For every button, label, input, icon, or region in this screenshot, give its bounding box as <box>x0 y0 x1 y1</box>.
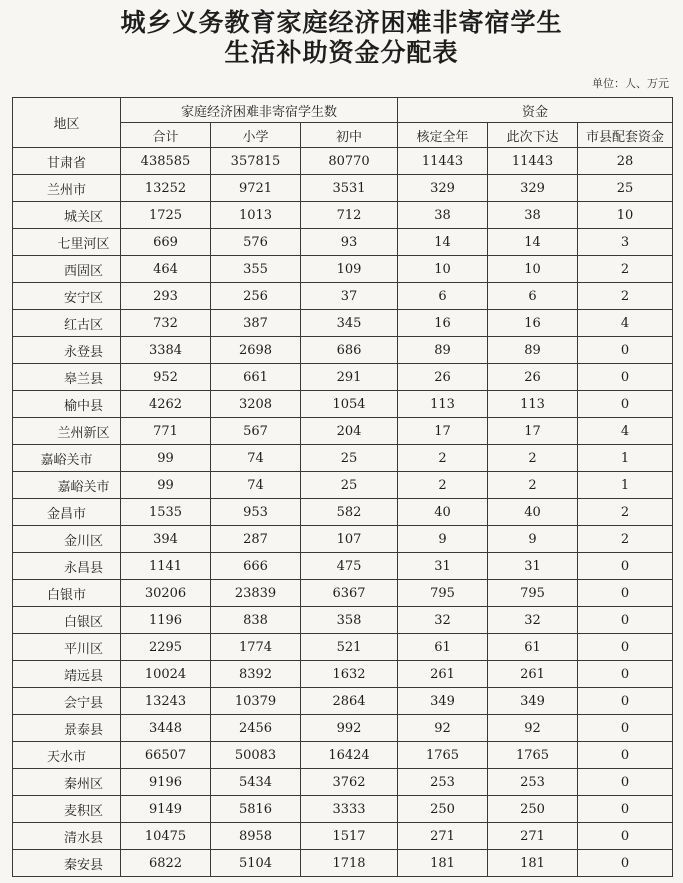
cell-matching: 0 <box>578 823 673 850</box>
table-row <box>13 418 673 445</box>
cell-matching: 3 <box>578 229 673 256</box>
cell-issued: 16 <box>488 310 578 337</box>
cell-approved: 92 <box>398 715 488 742</box>
cell-issued: 9 <box>488 526 578 553</box>
cell-matching: 1 <box>578 472 673 499</box>
cell-total: 4262 <box>121 391 211 418</box>
cell-issued: 10 <box>488 256 578 283</box>
cell-primary: 50083 <box>211 742 301 769</box>
cell-matching: 0 <box>578 607 673 634</box>
cell-primary: 74 <box>211 472 301 499</box>
cell-approved: 1765 <box>398 742 488 769</box>
cell-primary: 953 <box>211 499 301 526</box>
cell-region: 靖远县 <box>13 661 121 688</box>
cell-region: 西固区 <box>13 256 121 283</box>
cell-issued: 31 <box>488 553 578 580</box>
cell-issued: 250 <box>488 796 578 823</box>
cell-region: 嘉峪关市 <box>13 445 121 472</box>
cell-matching: 0 <box>578 553 673 580</box>
table-row <box>13 256 673 283</box>
cell-matching: 0 <box>578 769 673 796</box>
cell-approved: 14 <box>398 229 488 256</box>
cell-issued: 271 <box>488 823 578 850</box>
cell-approved: 40 <box>398 499 488 526</box>
cell-primary: 2698 <box>211 337 301 364</box>
table-row <box>13 634 673 661</box>
cell-approved: 61 <box>398 634 488 661</box>
cell-primary: 567 <box>211 418 301 445</box>
table-row <box>13 202 673 229</box>
cell-region: 白银区 <box>13 607 121 634</box>
cell-matching: 0 <box>578 634 673 661</box>
cell-matching: 25 <box>578 175 673 202</box>
cell-matching: 0 <box>578 688 673 715</box>
cell-matching: 0 <box>578 850 673 877</box>
table-row <box>13 688 673 715</box>
table-row <box>13 472 673 499</box>
cell-region: 兰州市 <box>13 175 121 202</box>
cell-issued: 2 <box>488 472 578 499</box>
table-row <box>13 850 673 877</box>
cell-total: 30206 <box>121 580 211 607</box>
cell-issued: 181 <box>488 850 578 877</box>
table-body <box>13 148 673 877</box>
cell-issued: 261 <box>488 661 578 688</box>
table-row <box>13 796 673 823</box>
table-row <box>13 310 673 337</box>
table-header <box>13 98 673 148</box>
table-row <box>13 175 673 202</box>
cell-matching: 4 <box>578 310 673 337</box>
table-row <box>13 148 673 175</box>
title-line-2: 生活补助资金分配表 <box>224 38 459 67</box>
table-row <box>13 391 673 418</box>
cell-middle: 475 <box>301 553 398 580</box>
cell-region: 甘肃省 <box>13 148 121 175</box>
cell-approved: 2 <box>398 472 488 499</box>
cell-region: 红古区 <box>13 310 121 337</box>
cell-middle: 358 <box>301 607 398 634</box>
cell-primary: 666 <box>211 553 301 580</box>
document-title <box>0 8 683 68</box>
unit-note: 单位：人、万元 <box>592 77 669 90</box>
cell-primary: 576 <box>211 229 301 256</box>
table-row <box>13 499 673 526</box>
cell-matching: 10 <box>578 202 673 229</box>
cell-primary: 10379 <box>211 688 301 715</box>
cell-approved: 329 <box>398 175 488 202</box>
cell-primary: 8392 <box>211 661 301 688</box>
cell-issued: 92 <box>488 715 578 742</box>
cell-approved: 31 <box>398 553 488 580</box>
cell-total: 1141 <box>121 553 211 580</box>
cell-issued: 1765 <box>488 742 578 769</box>
cell-total: 10475 <box>121 823 211 850</box>
cell-matching: 2 <box>578 283 673 310</box>
header-middle: 初中 <box>301 123 398 148</box>
cell-middle: 16424 <box>301 742 398 769</box>
table-row <box>13 364 673 391</box>
cell-middle: 25 <box>301 472 398 499</box>
cell-approved: 250 <box>398 796 488 823</box>
cell-approved: 6 <box>398 283 488 310</box>
cell-primary: 357815 <box>211 148 301 175</box>
cell-middle: 6367 <box>301 580 398 607</box>
cell-middle: 686 <box>301 337 398 364</box>
cell-primary: 387 <box>211 310 301 337</box>
cell-primary: 1013 <box>211 202 301 229</box>
cell-primary: 23839 <box>211 580 301 607</box>
header-matching: 市县配套资金 <box>578 123 673 148</box>
cell-total: 1725 <box>121 202 211 229</box>
table-row <box>13 742 673 769</box>
cell-approved: 349 <box>398 688 488 715</box>
cell-middle: 345 <box>301 310 398 337</box>
cell-issued: 795 <box>488 580 578 607</box>
cell-middle: 107 <box>301 526 398 553</box>
cell-approved: 795 <box>398 580 488 607</box>
cell-issued: 38 <box>488 202 578 229</box>
cell-middle: 521 <box>301 634 398 661</box>
cell-region: 兰州新区 <box>13 418 121 445</box>
cell-primary: 74 <box>211 445 301 472</box>
cell-middle: 93 <box>301 229 398 256</box>
cell-primary: 838 <box>211 607 301 634</box>
table-row <box>13 526 673 553</box>
cell-total: 3384 <box>121 337 211 364</box>
cell-matching: 0 <box>578 796 673 823</box>
cell-matching: 4 <box>578 418 673 445</box>
cell-total: 1535 <box>121 499 211 526</box>
cell-total: 669 <box>121 229 211 256</box>
cell-issued: 113 <box>488 391 578 418</box>
cell-total: 293 <box>121 283 211 310</box>
cell-region: 秦安县 <box>13 850 121 877</box>
cell-matching: 2 <box>578 499 673 526</box>
cell-region: 秦州区 <box>13 769 121 796</box>
allocation-table <box>12 97 673 877</box>
cell-matching: 28 <box>578 148 673 175</box>
cell-primary: 5434 <box>211 769 301 796</box>
cell-issued: 17 <box>488 418 578 445</box>
cell-region: 永昌县 <box>13 553 121 580</box>
cell-approved: 271 <box>398 823 488 850</box>
cell-total: 13252 <box>121 175 211 202</box>
cell-matching: 0 <box>578 661 673 688</box>
cell-middle: 291 <box>301 364 398 391</box>
cell-primary: 661 <box>211 364 301 391</box>
table-row <box>13 661 673 688</box>
cell-total: 9196 <box>121 769 211 796</box>
cell-middle: 1718 <box>301 850 398 877</box>
cell-middle: 2864 <box>301 688 398 715</box>
title-line-1: 城乡义务教育家庭经济困难非寄宿学生 <box>120 8 563 37</box>
cell-primary: 8958 <box>211 823 301 850</box>
cell-approved: 181 <box>398 850 488 877</box>
cell-region: 天水市 <box>13 742 121 769</box>
table-row <box>13 607 673 634</box>
cell-middle: 25 <box>301 445 398 472</box>
cell-region: 金昌市 <box>13 499 121 526</box>
cell-issued: 61 <box>488 634 578 661</box>
cell-total: 9149 <box>121 796 211 823</box>
cell-total: 1196 <box>121 607 211 634</box>
cell-approved: 113 <box>398 391 488 418</box>
header-students-group: 家庭经济困难非寄宿学生数 <box>121 98 398 123</box>
table-row <box>13 445 673 472</box>
header-approved: 核定全年 <box>398 123 488 148</box>
cell-total: 2295 <box>121 634 211 661</box>
cell-primary: 287 <box>211 526 301 553</box>
cell-issued: 349 <box>488 688 578 715</box>
cell-approved: 261 <box>398 661 488 688</box>
cell-primary: 9721 <box>211 175 301 202</box>
cell-approved: 17 <box>398 418 488 445</box>
header-region: 地区 <box>13 98 121 148</box>
cell-issued: 2 <box>488 445 578 472</box>
cell-total: 99 <box>121 445 211 472</box>
cell-matching: 0 <box>578 391 673 418</box>
cell-total: 464 <box>121 256 211 283</box>
cell-region: 清水县 <box>13 823 121 850</box>
cell-region: 嘉峪关市 <box>13 472 121 499</box>
cell-region: 皋兰县 <box>13 364 121 391</box>
table-row <box>13 553 673 580</box>
cell-approved: 10 <box>398 256 488 283</box>
cell-middle: 992 <box>301 715 398 742</box>
cell-region: 平川区 <box>13 634 121 661</box>
cell-region: 会宁县 <box>13 688 121 715</box>
cell-issued: 6 <box>488 283 578 310</box>
cell-middle: 80770 <box>301 148 398 175</box>
cell-total: 66507 <box>121 742 211 769</box>
cell-issued: 11443 <box>488 148 578 175</box>
cell-issued: 253 <box>488 769 578 796</box>
cell-approved: 253 <box>398 769 488 796</box>
cell-matching: 2 <box>578 256 673 283</box>
cell-primary: 355 <box>211 256 301 283</box>
cell-issued: 89 <box>488 337 578 364</box>
cell-matching: 0 <box>578 742 673 769</box>
cell-middle: 3333 <box>301 796 398 823</box>
cell-middle: 1054 <box>301 391 398 418</box>
cell-region: 白银市 <box>13 580 121 607</box>
header-funds-group: 资金 <box>398 98 673 123</box>
cell-issued: 32 <box>488 607 578 634</box>
cell-middle: 204 <box>301 418 398 445</box>
header-primary: 小学 <box>211 123 301 148</box>
cell-middle: 1517 <box>301 823 398 850</box>
cell-issued: 26 <box>488 364 578 391</box>
table-row <box>13 337 673 364</box>
cell-approved: 9 <box>398 526 488 553</box>
table-row <box>13 283 673 310</box>
cell-matching: 2 <box>578 526 673 553</box>
cell-region: 永登县 <box>13 337 121 364</box>
cell-middle: 582 <box>301 499 398 526</box>
header-issued: 此次下达 <box>488 123 578 148</box>
cell-approved: 26 <box>398 364 488 391</box>
cell-matching: 0 <box>578 580 673 607</box>
cell-matching: 1 <box>578 445 673 472</box>
cell-primary: 5104 <box>211 850 301 877</box>
cell-total: 10024 <box>121 661 211 688</box>
header-total: 合计 <box>121 123 211 148</box>
cell-middle: 109 <box>301 256 398 283</box>
cell-middle: 1632 <box>301 661 398 688</box>
cell-issued: 329 <box>488 175 578 202</box>
cell-total: 99 <box>121 472 211 499</box>
cell-region: 景泰县 <box>13 715 121 742</box>
table-row <box>13 823 673 850</box>
cell-total: 13243 <box>121 688 211 715</box>
cell-region: 七里河区 <box>13 229 121 256</box>
cell-region: 榆中县 <box>13 391 121 418</box>
cell-approved: 89 <box>398 337 488 364</box>
cell-primary: 5816 <box>211 796 301 823</box>
cell-region: 金川区 <box>13 526 121 553</box>
cell-approved: 32 <box>398 607 488 634</box>
cell-matching: 0 <box>578 715 673 742</box>
cell-region: 安宁区 <box>13 283 121 310</box>
cell-approved: 2 <box>398 445 488 472</box>
cell-total: 6822 <box>121 850 211 877</box>
cell-total: 732 <box>121 310 211 337</box>
cell-total: 3448 <box>121 715 211 742</box>
table-row <box>13 769 673 796</box>
cell-middle: 3762 <box>301 769 398 796</box>
cell-region: 麦积区 <box>13 796 121 823</box>
cell-region: 城关区 <box>13 202 121 229</box>
table-row <box>13 580 673 607</box>
cell-primary: 256 <box>211 283 301 310</box>
cell-issued: 14 <box>488 229 578 256</box>
table-row <box>13 229 673 256</box>
cell-primary: 2456 <box>211 715 301 742</box>
cell-primary: 1774 <box>211 634 301 661</box>
cell-matching: 0 <box>578 364 673 391</box>
cell-total: 438585 <box>121 148 211 175</box>
cell-middle: 712 <box>301 202 398 229</box>
cell-middle: 37 <box>301 283 398 310</box>
cell-approved: 11443 <box>398 148 488 175</box>
cell-middle: 3531 <box>301 175 398 202</box>
cell-approved: 16 <box>398 310 488 337</box>
cell-total: 952 <box>121 364 211 391</box>
cell-total: 771 <box>121 418 211 445</box>
cell-matching: 0 <box>578 337 673 364</box>
cell-issued: 40 <box>488 499 578 526</box>
cell-total: 394 <box>121 526 211 553</box>
cell-approved: 38 <box>398 202 488 229</box>
cell-primary: 3208 <box>211 391 301 418</box>
table-row <box>13 715 673 742</box>
